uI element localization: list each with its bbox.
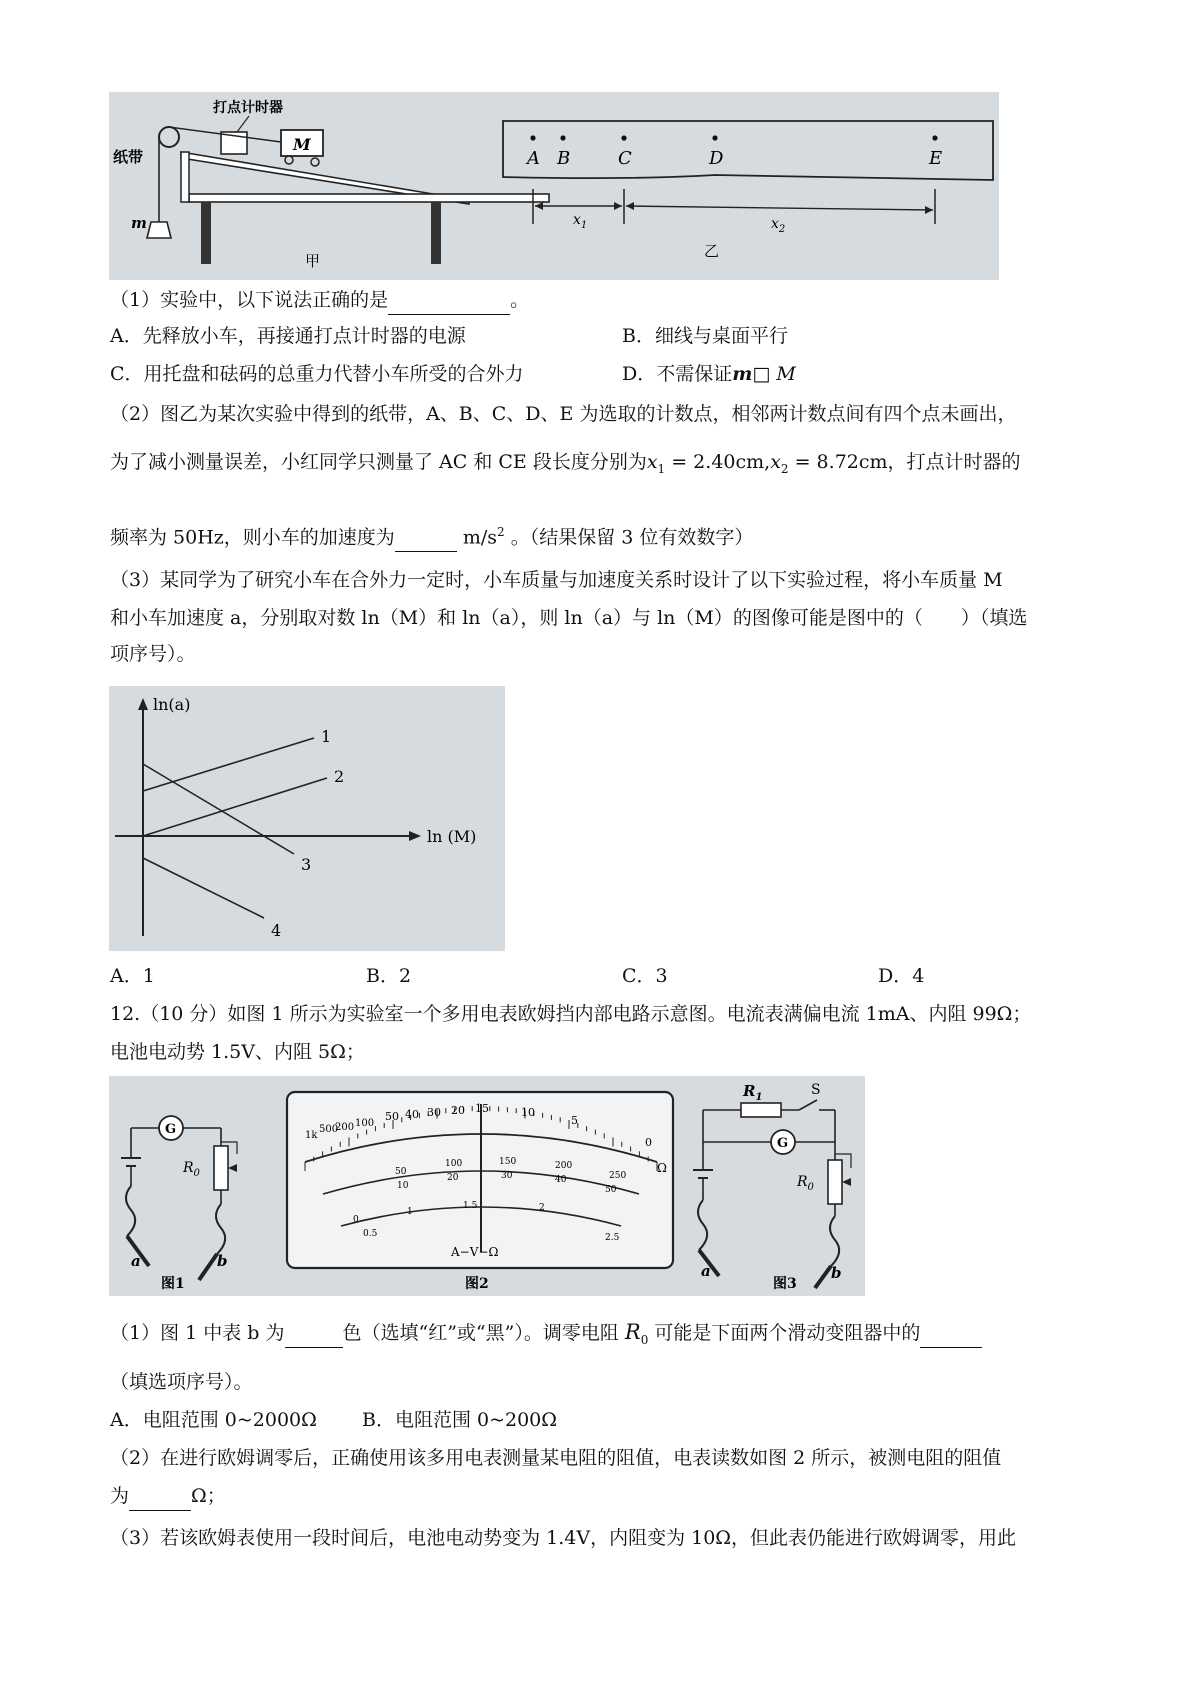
caption-fig3: 图3 [773,1276,797,1292]
q12-part2-line1: （2）在进行欧姆调零后，正确使用该多用电表测量某电阻的阻值，电表读数如图 2 所示，被测电阻的阻值 [110,1447,1002,1469]
tape-point-a [530,135,535,140]
q11-part2-line2: 为了减小测量误差，小红同学只测量了 AC 和 CE 段长度分别为$x_1 = 2.40cm,x_2 = 8.72cm$，打点计时器的 [110,451,1021,476]
probe-b-label-fig1: b [217,1252,228,1270]
tape-point-label-b: B [557,148,571,169]
r0-resistor-icon [214,1146,228,1190]
line-label-4: 4 [271,921,282,940]
mid2-tick-30: 30 [501,1171,513,1181]
omega-tick-200: 200 [335,1122,355,1133]
low-tick-0-5: 0.5 [363,1229,378,1239]
mid2-tick-40: 40 [555,1175,567,1185]
q12-part3-line1: （3）若该欧姆表使用一段时间后，电池电动势变为 1.4V，内阻变为 10Ω，但此表仍能进行欧姆调零，用此 [110,1527,1017,1549]
mid-tick-250: 250 [609,1171,627,1181]
line-label-3: 3 [301,855,312,874]
q12-intro-line1: 12.（10 分）如图 1 所示为实验室一个多用电表欧姆挡内部电路示意图。电流表满偏电流 1mA、内阻 99Ω； [110,1003,1032,1025]
x1-label: $x_1$ [573,212,588,231]
mid2-tick-10: 10 [397,1181,409,1191]
mid2-tick-50: 50 [605,1185,617,1195]
q11-option-a[interactable]: A．先释放小车，再接通打点计时器的电源 [110,325,466,347]
omega-tick-40: 40 [405,1108,419,1121]
tape-point-label-c: C [618,148,632,169]
graph-line-4 [143,858,264,918]
meter-face-fig2 [287,1092,673,1292]
graph-line-1 [143,738,314,791]
tape-point-e [932,135,937,140]
tape-point-label-e: E [929,148,943,169]
weight-icon [147,222,171,238]
r1-label: $R_1$ [743,1082,763,1103]
g-label-fig3: G [777,1136,789,1151]
omega-tick-20: 20 [451,1104,465,1117]
tape-point-label-d: D [709,148,724,169]
tape-point-label-a: A [527,148,540,169]
figure-meter [109,1076,865,1296]
q12-part2-line2: 为 Ω； [110,1482,226,1511]
circuit-fig3 [693,1082,851,1292]
mid2-tick-20: 20 [447,1173,459,1183]
q11-3-option-c[interactable]: C．3 [622,965,668,987]
tape-point-c [621,135,626,140]
omega-tick-15: 15 [475,1102,489,1115]
x-axis-label: ln (M) [427,827,477,846]
q11-3-option-d[interactable]: D．4 [878,965,925,987]
figure-ln-graph [109,686,505,951]
ohm-symbol: Ω [657,1161,667,1175]
answer-blank-q12-color[interactable] [285,1319,343,1348]
answer-blank-q11-1[interactable] [388,286,510,315]
q11-3-option-a[interactable]: A．1 [110,965,155,987]
q11-part3-line2: 和小车加速度 a，分别取对数 ln（M）和 ln（a），则 ln（a）与 ln（M）的图像可能是图中的（ ）（填选 [110,607,1028,629]
q11-option-d[interactable]: D．不需保证m□ M [622,363,796,385]
low-tick-1: 1 [407,1207,413,1217]
q11-part2-line3: 频率为 50Hz，则小车的加速度为 $m/s^2$ 。（结果保留 3 位有效数字） [110,518,753,552]
mid-tick-150: 150 [499,1157,517,1167]
tape-point-d [712,135,717,140]
cart-label: M [293,135,311,154]
low-tick-2-5: 2.5 [605,1233,620,1243]
x2-label: $x_2$ [771,216,786,235]
paper-tape [503,121,993,180]
r0-resistor-icon-fig3 [828,1160,842,1204]
graph-line-3 [143,764,294,854]
answer-blank-q11-2[interactable] [395,523,457,552]
omega-tick-500: 500 [319,1124,339,1135]
q12-intro-line2: 电池电动势 1.5V、内阻 5Ω； [110,1041,365,1063]
graph-line-2 [143,778,327,836]
caption-fig1: 图1 [161,1276,185,1292]
omega-tick-30: 30 [427,1106,441,1119]
mid-tick-50: 50 [395,1167,407,1177]
low-tick-0: 0 [353,1215,359,1225]
q11-option-c[interactable]: C．用托盘和砝码的总重力代替小车所受的合外力 [110,363,524,385]
hanging-mass-label: m [131,214,147,232]
omega-tick-50: 50 [385,1110,399,1123]
r0-label-fig1: $R_0$ [183,1160,200,1179]
switch-icon [799,1100,817,1110]
tape-label: 纸带 [113,148,144,166]
line-label-1: 1 [321,727,332,746]
caption-yi: 乙 [704,242,720,260]
ln-graph [109,686,505,951]
q11-option-b[interactable]: B．细线与桌面平行 [622,325,788,347]
mid-tick-200: 200 [555,1161,573,1171]
omega-tick-0: 0 [645,1136,652,1149]
multimeter-diagrams [109,1076,865,1296]
q12-part1-line1: （1）图 1 中表 b 为 色（选填“红”或“黑”）。调零电阻 $R_0$ 可能是下面两个滑动变阻器中的 [110,1318,982,1354]
tape-points [525,135,942,169]
probe-b-label-fig3: b [831,1264,842,1282]
answer-blank-q12-resistance[interactable] [129,1482,191,1511]
apparatus-and-tape-diagram [109,92,999,280]
r0-label-fig3: $R_0$ [797,1174,814,1193]
low-tick-2: 2 [539,1203,545,1213]
caption-jia: 甲 [305,252,321,270]
omega-tick-10: 10 [521,1106,535,1119]
g-label: G [165,1122,177,1137]
q11-3-option-b[interactable]: B．2 [366,965,412,987]
q11-part3-line1: （3）某同学为了研究小车在合外力一定时，小车质量与加速度关系时设计了以下实验过程，将小车质量 M [110,569,1003,591]
q11-part2-line1: （2）图乙为某次实验中得到的纸带，A、B、C、D、E 为选取的计数点，相邻两计数点间有四个点未画出， [110,403,1017,425]
switch-label: S [811,1082,821,1098]
y-axis-label: ln(a) [153,695,191,714]
r1-resistor-icon [741,1103,781,1117]
mid-tick-100: 100 [445,1159,463,1169]
omega-tick-5: 5 [571,1114,578,1127]
circuit-fig1 [121,1116,237,1292]
probe-a-label-fig1: a [131,1252,141,1270]
omega-tick-100: 100 [355,1118,375,1129]
avo-label: A−V−Ω [451,1245,499,1259]
pulley-icon [159,127,179,147]
low-tick-1-5: 1.5 [463,1201,478,1211]
q12-option-a[interactable]: A．电阻范围 0~2000Ω [110,1409,317,1431]
caption-fig2: 图2 [465,1276,489,1292]
q12-option-b[interactable]: B．电阻范围 0~200Ω [362,1409,558,1431]
probe-a-label-fig3: a [701,1262,711,1280]
line-label-2: 2 [334,767,345,786]
q11-part1: （1）实验中，以下说法正确的是 。 [110,286,529,315]
timer-label: 打点计时器 [213,100,283,116]
omega-tick-1k: 1k [305,1130,318,1141]
q11-part3-line3: 项序号）。 [110,643,196,665]
q12-part1-line2: （填选项序号）。 [110,1371,253,1393]
tape-point-b [560,135,565,140]
figure-jia-yi [109,92,999,280]
answer-blank-q12-r0[interactable] [920,1319,982,1348]
